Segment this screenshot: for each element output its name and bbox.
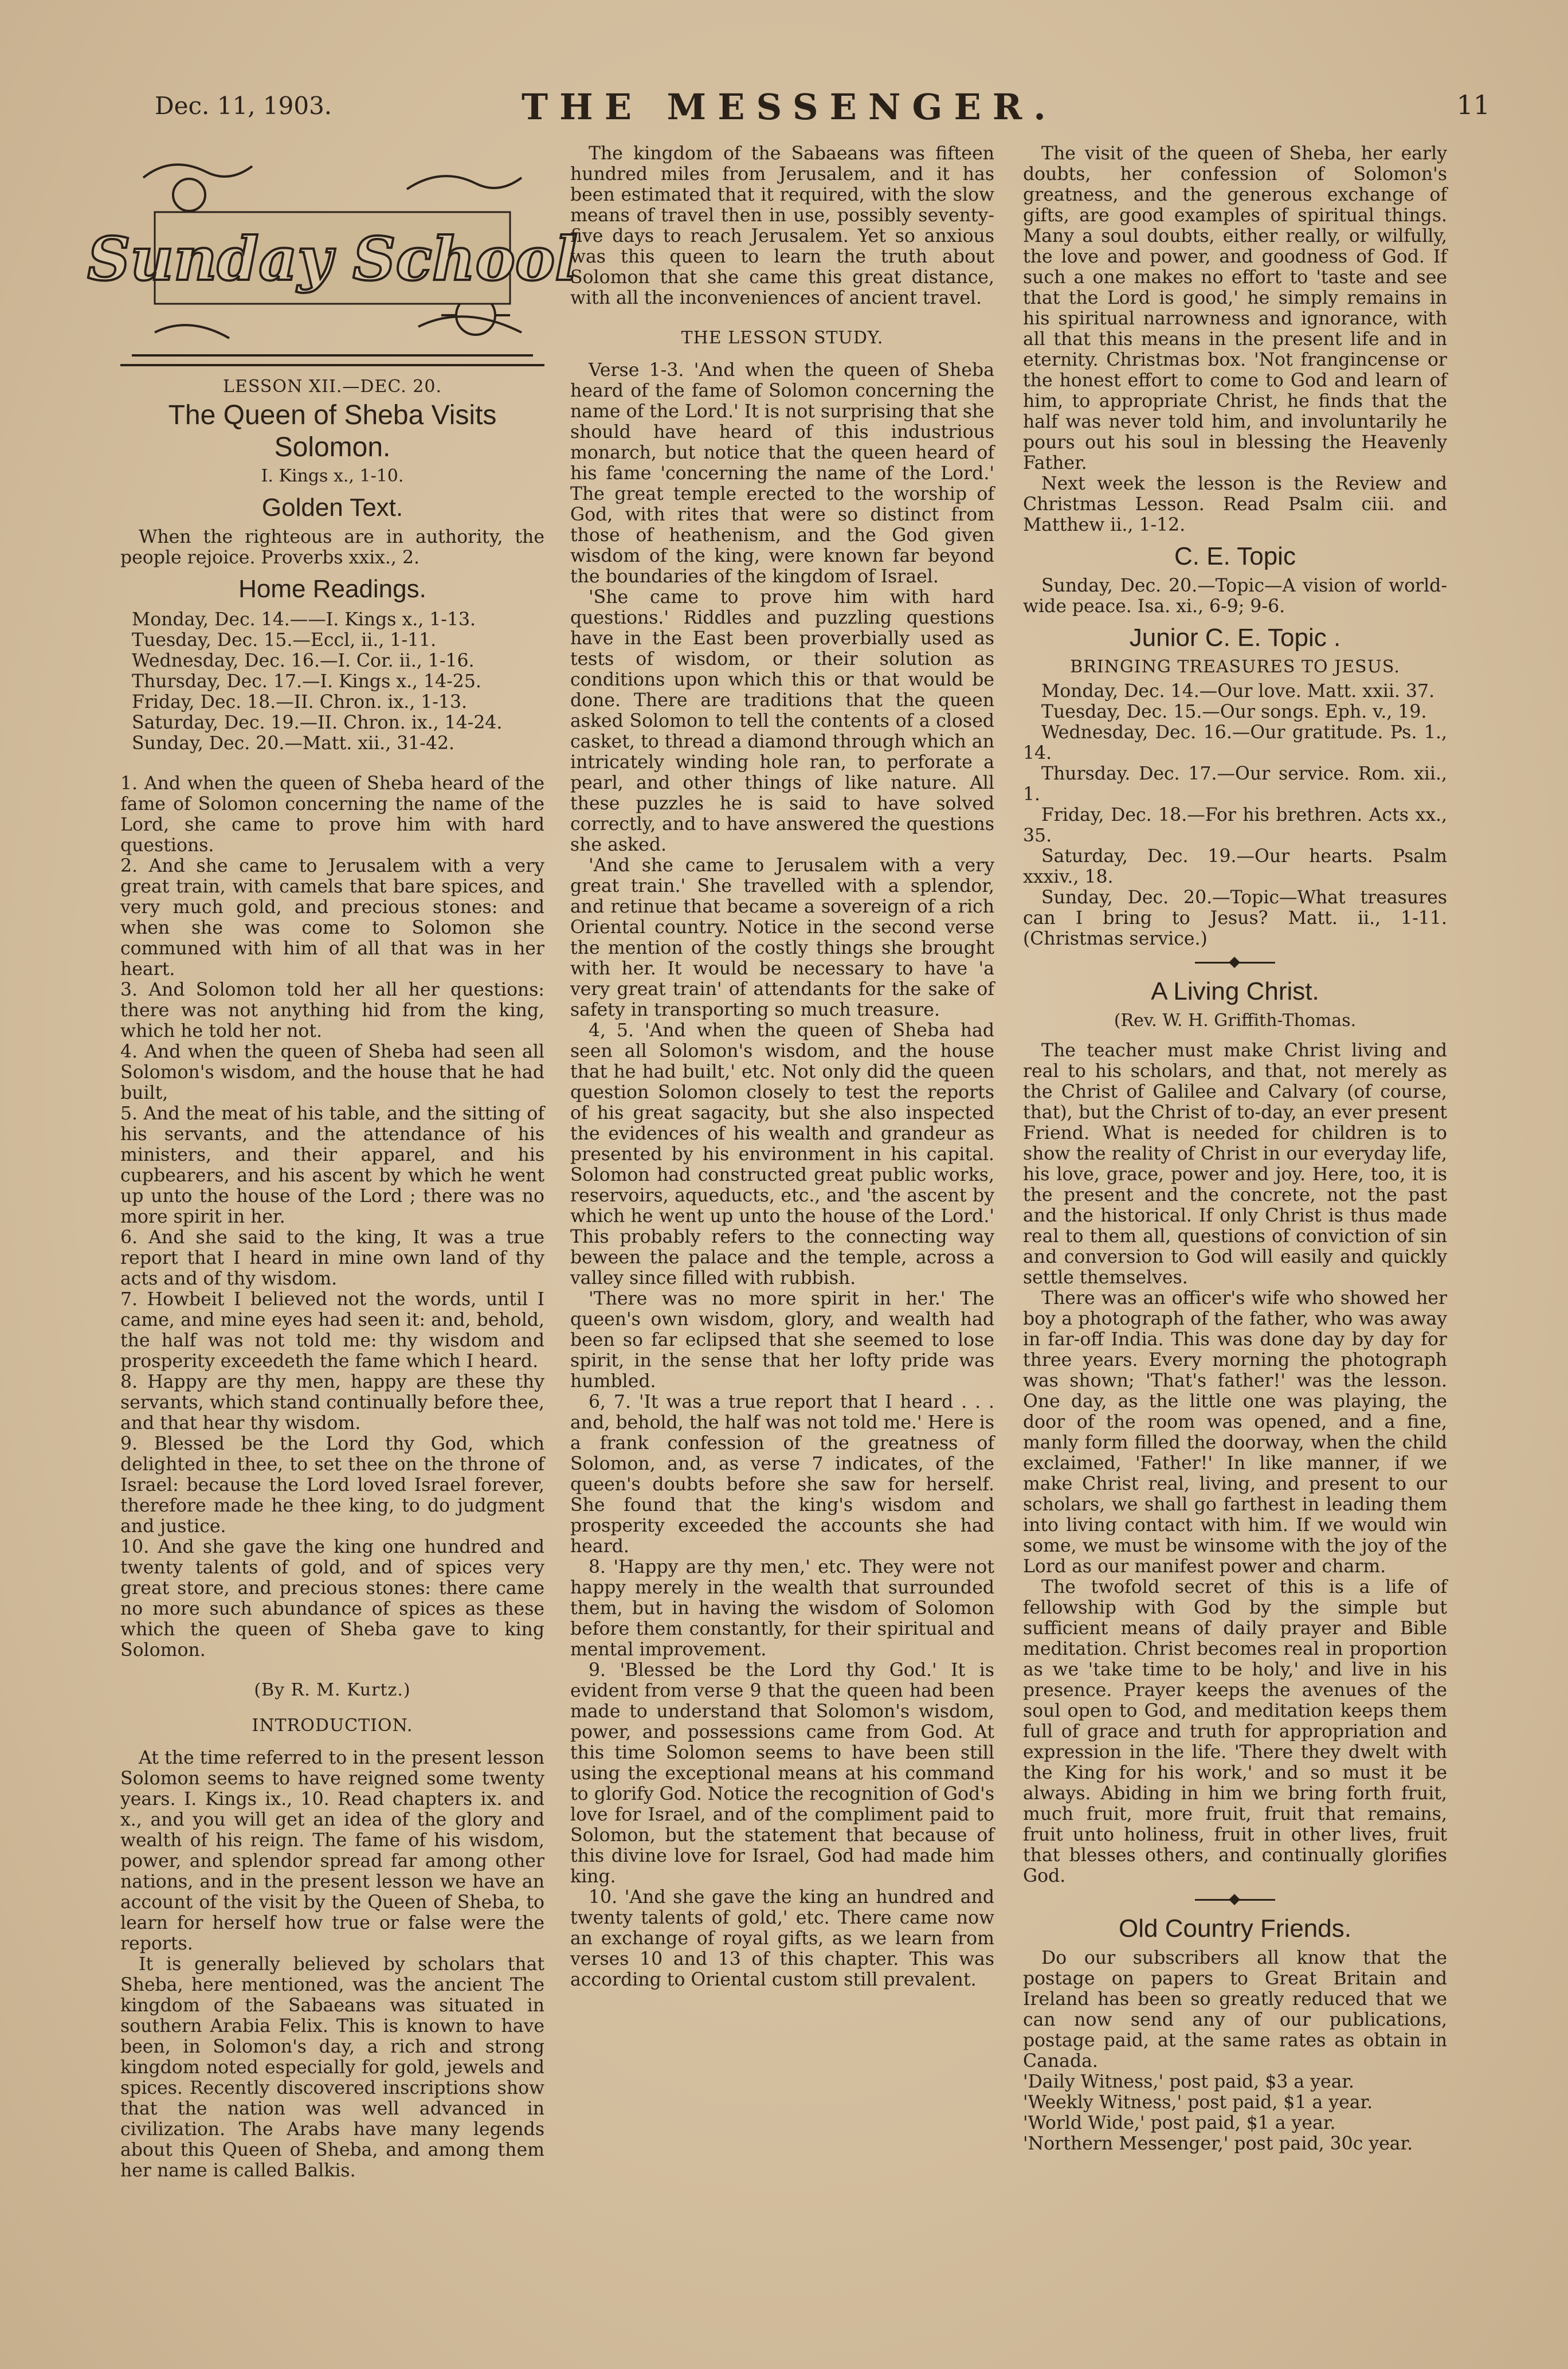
subscription-item: 'Northern Messenger,' post paid, 30c year.	[1023, 2133, 1413, 2154]
intro-paragraph: At the time referred to in the present lesson Solomon seems to have reigned some twenty years. I. Kings ix., 10. Read chapters ix. and x., and you will get an idea of the glory and wealth of his reign. The fame of his wisdom, power, and splendor spread far among other nations, and in the present lesson we have an account of the visit by the Queen of Sheba, to learn for herself how true or false were the reports.	[120, 1748, 544, 1954]
home-readings-heading: Home Readings.	[238, 575, 426, 603]
verse: 5. And the meat of his table, and the sitting of his servants, and the attendance of his ministers, and their apparel, and his cupbearers, and his ascent by which he went up unto the house of the Lord ; there was no more spirit in her.	[120, 1103, 544, 1227]
junior-topic-subheading: BRINGING TREASURES TO JESUS.	[1070, 657, 1400, 677]
page-number: 11	[1456, 89, 1490, 120]
reading-item: Wednesday, Dec. 16.—I. Cor. ii., 1-16.	[132, 651, 475, 671]
topic-item: Thursday. Dec. 17.—Our service. Rom. xii., 1.	[1023, 763, 1447, 805]
reading-item: Friday, Dec. 18.—II. Chron. ix., 1-13.	[132, 692, 468, 712]
study-paragraph: The visit of the queen of Sheba, her early doubts, her confession of Solomon's greatness, and the generous exchange of gifts, are good examples of spiritual things. Many a soul doubts, either really, or wilfully, the love and power, and goodness of God. If such a one makes no effort to 'taste and see that the Lord is good,' he simply remains in his spiritual narrowness and ignorance, with all that this means in the present life and in eternity. Christmas box. 'Not frangincense or the honest effort to come to God and learn of him, to appropriate Christ, he finds that the half was never told him, and involuntarily he pours out his soul in blessing the Heavenly Father.	[1023, 143, 1447, 473]
verse: 6. And she said to the king, It was a true report that I heard in mine own land of thy acts and of thy wisdom.	[120, 1227, 544, 1289]
living-christ-heading: A Living Christ.	[1151, 977, 1319, 1005]
junior-topic-list	[1023, 681, 1447, 949]
reading-item: Monday, Dec. 14.——I. Kings x., 1-13.	[132, 609, 476, 630]
subscription-item: 'World Wide,' post paid, $1 a year.	[1023, 2113, 1336, 2133]
topic-item: Wednesday, Dec. 16.—Our gratitude. Ps. 1., 14.	[1023, 722, 1447, 763]
sunday-school-ornament-icon	[87, 143, 578, 364]
study-paragraph: Next week the lesson is the Review and Christmas Lesson. Read Psalm ciii. and Matthew ii., 1-12.	[1023, 473, 1447, 535]
verse: 9. Blessed be the Lord thy God, which delighted in thee, to set thee on the throne of Israel: because the Lord loved Israel forever, therefore made he thee king, to do judgment and justice.	[120, 1434, 544, 1537]
verse: 1. And when the queen of Sheba heard of the fame of Solomon concerning the name of the Lord, she came to prove him with hard questions.	[120, 773, 544, 856]
golden-text-heading: Golden Text.	[261, 494, 403, 522]
intro-paragraph: It is generally believed by scholars that Sheba, here mentioned, was the ancient The kingdom of the Sabaeans was situated in southern Arabia Felix. This is known to have been, in Solomon's day, a rich and strong kingdom noted especially for gold, jewels and spices. Recently discovered inscriptions show that the nation was well advanced in civilization. The Arabs have many legends about this Queen of Sheba, and among them her name is called Balkis.	[120, 1954, 544, 2181]
study-paragraph: 'She came to prove him with hard questions.' Riddles and puzzling questions have in the East been proverbially used as tests of wisdom, or their solution as conditions upon which this or that would be done. There are traditions that the queen asked Solomon to tell the contents of a closed casket, to thread a diamond through which an intricately winding hole ran, to perforate a pearl, and other things of like nature. All these puzzles he is said to have solved correctly, and to have answered the questions she asked.	[570, 587, 994, 855]
study-paragraph: 'And she came to Jerusalem with a very great train.' She travelled with a splendor, and retinue that became a sovereign of a rich Oriental country. Notice in the second verse the mention of the costly things she brought with her. It would be necessary to have 'a very great train' of attendants for the sake of safety in transporting so much treasure.	[570, 855, 994, 1020]
old-country-text: Do our subscribers all know that the postage on papers to Great Britain and Ireland has been so greatly reduced that we can now send any of our publications, postage paid, at the same rates as obtain in Canada.	[1023, 1948, 1447, 2072]
verse: 2. And she came to Jerusalem with a very great train, with camels that bare spices, and very much gold, and precious stones: and when she was come to Solomon she communed with him of all that was in her heart.	[120, 856, 544, 980]
study-paragraph: 9. 'Blessed be the Lord thy God.' It is evident from verse 9 that the queen had been made to understand that Solomon's wisdom, power, and possessions came from God. At this time Solomon seems to have been still using the exceptional means at his command to glorify God. Notice the recognition of God's love for Israel, and of the compliment paid to Solomon, but the statement that because of this divine love for Israel, God had made him king.	[570, 1660, 994, 1887]
lesson-reference: I. Kings x., 1-10.	[261, 466, 404, 486]
ce-topic-heading: C. E. Topic	[1174, 542, 1296, 570]
scripture-verses	[120, 773, 544, 1661]
ce-topic-text: Sunday, Dec. 20.—Topic—A vision of world-wide peace. Isa. xi., 6-9; 9-6.	[1023, 575, 1447, 617]
intro-paragraph: The kingdom of the Sabaeans was fifteen hundred miles from Jerusalem, and it has been estimated that it required, with the slow means of travel then in use, possibly seventy-five days to reach Jerusalem. Yet so anxious was this queen to learn the truth about Solomon that she came this great distance, with all the inconveniences of ancient travel.	[570, 143, 994, 308]
byline: (By R. M. Kurtz.)	[254, 1680, 411, 1700]
column-3	[1023, 143, 1447, 2154]
lesson-number: LESSON XII.—DEC. 20.	[223, 377, 442, 397]
home-readings-list	[132, 609, 544, 754]
verse: 3. And Solomon told her all her questions: there was not anything hid from the king, which he told her not.	[120, 980, 544, 1041]
study-paragraph: 6, 7. 'It was a true report that I heard . . . and, behold, the half was not told me.' Here is a frank confession of the greatness of Solomon, and, as verse 7 indicates, of the queen's doubts before she saw for herself. She found that the king's wisdom and prosperity exceeded the accounts she had heard.	[570, 1392, 994, 1557]
living-christ-paragraph: There was an officer's wife who showed her boy a photograph of the father, who was away in far-off India. This was done day by day for three years. Every morning the photograph was shown; 'That's father!' was the lesson. One day, as the little one was playing, the door of the room was opened, and a fine, manly form filled the doorway, when the child exclaimed, 'Father!' In like manner, if we make Christ real, living, and present to our scholars, we shall go farthest in leading them into living contact with him. If we would win some, we must be winsome with the joy of the Lord as our manifest power and charm.	[1023, 1288, 1447, 1577]
lesson-study-heading: THE LESSON STUDY.	[681, 328, 884, 348]
verse: 4. And when the queen of Sheba had seen all Solomon's wisdom, and the house that he had built,	[120, 1041, 544, 1103]
lesson-title: The Queen of Sheba Visits Solomon.	[168, 400, 497, 463]
verse: 10. And she gave the king one hundred and twenty talents of gold, and of spices very great store, and precious stones: there came no more such abundance of spices as these which the queen of Sheba gave to king Solomon.	[120, 1537, 544, 1661]
logo-text: Sunday School	[87, 224, 578, 294]
reading-item: Tuesday, Dec. 15.—Eccl, ii., 1-11.	[132, 630, 437, 651]
column-2	[570, 143, 994, 1990]
study-paragraph: 4, 5. 'And when the queen of Sheba had seen all Solomon's wisdom, and the house that he had built,' etc. Not only did the queen question Solomon closely to test the reports of his great sagacity, but she also inspected the evidences of his wealth and grandeur as presented by his environment in his capital. Solomon had constructed great public works, reservoirs, aqueducts, etc., and 'the ascent by which he went up unto the house of the Lord.' This probably refers to the connecting way beween the palace and the temple, across a valley since filled with rubbish.	[570, 1020, 994, 1289]
masthead	[155, 86, 1490, 132]
subscription-list	[1023, 2072, 1447, 2154]
study-paragraph: 10. 'And she gave the king an hundred and twenty talents of gold,' etc. There came now an exchange of royal gifts, as we learn from verses 10 and 13 of this chapter. This was according to Oriental custom still prevalent.	[570, 1887, 994, 1990]
section-divider	[1195, 962, 1275, 964]
living-christ-byline: (Rev. W. H. Griffith-Thomas.	[1114, 1011, 1357, 1031]
sunday-school-logo	[87, 143, 578, 366]
verse: 8. Happy are thy men, happy are these thy servants, which stand continually before thee, and that hear thy wisdom.	[120, 1372, 544, 1434]
issue-date: Dec. 11, 1903.	[155, 92, 332, 120]
reading-item: Thursday, Dec. 17.—I. Kings x., 14-25.	[132, 671, 481, 692]
topic-item: Monday, Dec. 14.—Our love. Matt. xxii. 37.	[1041, 681, 1435, 702]
topic-item: Tuesday, Dec. 15.—Our songs. Eph. v., 19.	[1041, 702, 1427, 722]
junior-topic-heading: Junior C. E. Topic .	[1129, 624, 1341, 652]
living-christ-paragraph: The twofold secret of this is a life of fellowship with God by the simple but sufficient means of daily prayer and Bible meditation. Christ becomes real in proportion as we 'take time to be holy,' and live in his presence. Prayer keeps the avenues of the soul open to God, and meditation keeps them full of grace and truth for appropriation and expression in the life. 'There they dwelt with the King for his work,' and so must it be always. Abiding in him we bring forth fruit, much fruit, more fruit, fruit that remains, fruit unto holiness, fruit in other lives, fruit that blesses others, and continually glorifies God.	[1023, 1577, 1447, 1886]
reading-item: Sunday, Dec. 20.—Matt. xii., 31-42.	[132, 733, 455, 754]
living-christ-paragraph: The teacher must make Christ living and real to his scholars, and that, not merely as the Christ of Galilee and Calvary (of course, that), but the Christ of to-day, an ever present Friend. What is needed for children is to show the reality of Christ in our everyday life, his love, grace, power and joy. Here, too, it is the present and the concrete, not the past and the historical. If only Christ is thus made real to them all, questions of conviction of sin and conversion to God will easily and quickly settle themselves.	[1023, 1040, 1447, 1288]
introduction-heading: INTRODUCTION.	[252, 1716, 413, 1736]
old-country-heading: Old Country Friends.	[1119, 1914, 1351, 1943]
topic-item: Sunday, Dec. 20.—Topic—What treasures can I bring to Jesus? Matt. ii., 1-11. (Christmas service.)	[1023, 887, 1447, 949]
topic-item: Saturday, Dec. 19.—Our hearts. Psalm xxxiv., 18.	[1023, 846, 1447, 887]
section-divider	[1195, 1899, 1275, 1901]
study-paragraph: Verse 1-3. 'And when the queen of Sheba heard of the fame of Solomon concerning the name of the Lord.' It is not surprising that she should have heard of this industrious monarch, but notice that the queen heard of his fame 'concerning the name of the Lord.' The great temple erected to the worship of God, with rites that were so distinct from those of heathenism, and the God given wisdom of the king, were known far beyond the boundaries of the kingdom of Israel.	[570, 360, 994, 587]
verse: 7. Howbeit I believed not the words, until I came, and mine eyes had seen it: and, behold, the half was not told me: thy wisdom and prosperity exceedeth the fame which I heard.	[120, 1289, 544, 1372]
reading-item: Saturday, Dec. 19.—II. Chron. ix., 14-24.	[132, 712, 503, 733]
study-paragraph: 'There was no more spirit in her.' The queen's own wisdom, glory, and wealth had been so far eclipsed that she seemed to lose spirit, in the sense that her lofty pride was humbled.	[570, 1289, 994, 1392]
golden-text: When the righteous are in authority, the people rejoice. Proverbs xxix., 2.	[120, 527, 544, 568]
subscription-item: 'Weekly Witness,' post paid, $1 a year.	[1023, 2092, 1373, 2113]
column-1	[87, 143, 578, 2181]
newspaper-title: THE MESSENGER.	[522, 86, 1057, 128]
topic-item: Friday, Dec. 18.—For his brethren. Acts xx., 35.	[1023, 805, 1447, 846]
study-paragraph: 8. 'Happy are thy men,' etc. They were not happy merely in the wealth that surrounded them, but in having the wisdom of Solomon before them constantly, for their spiritual and mental improvement.	[570, 1557, 994, 1660]
subscription-item: 'Daily Witness,' post paid, $3 a year.	[1023, 2072, 1355, 2092]
